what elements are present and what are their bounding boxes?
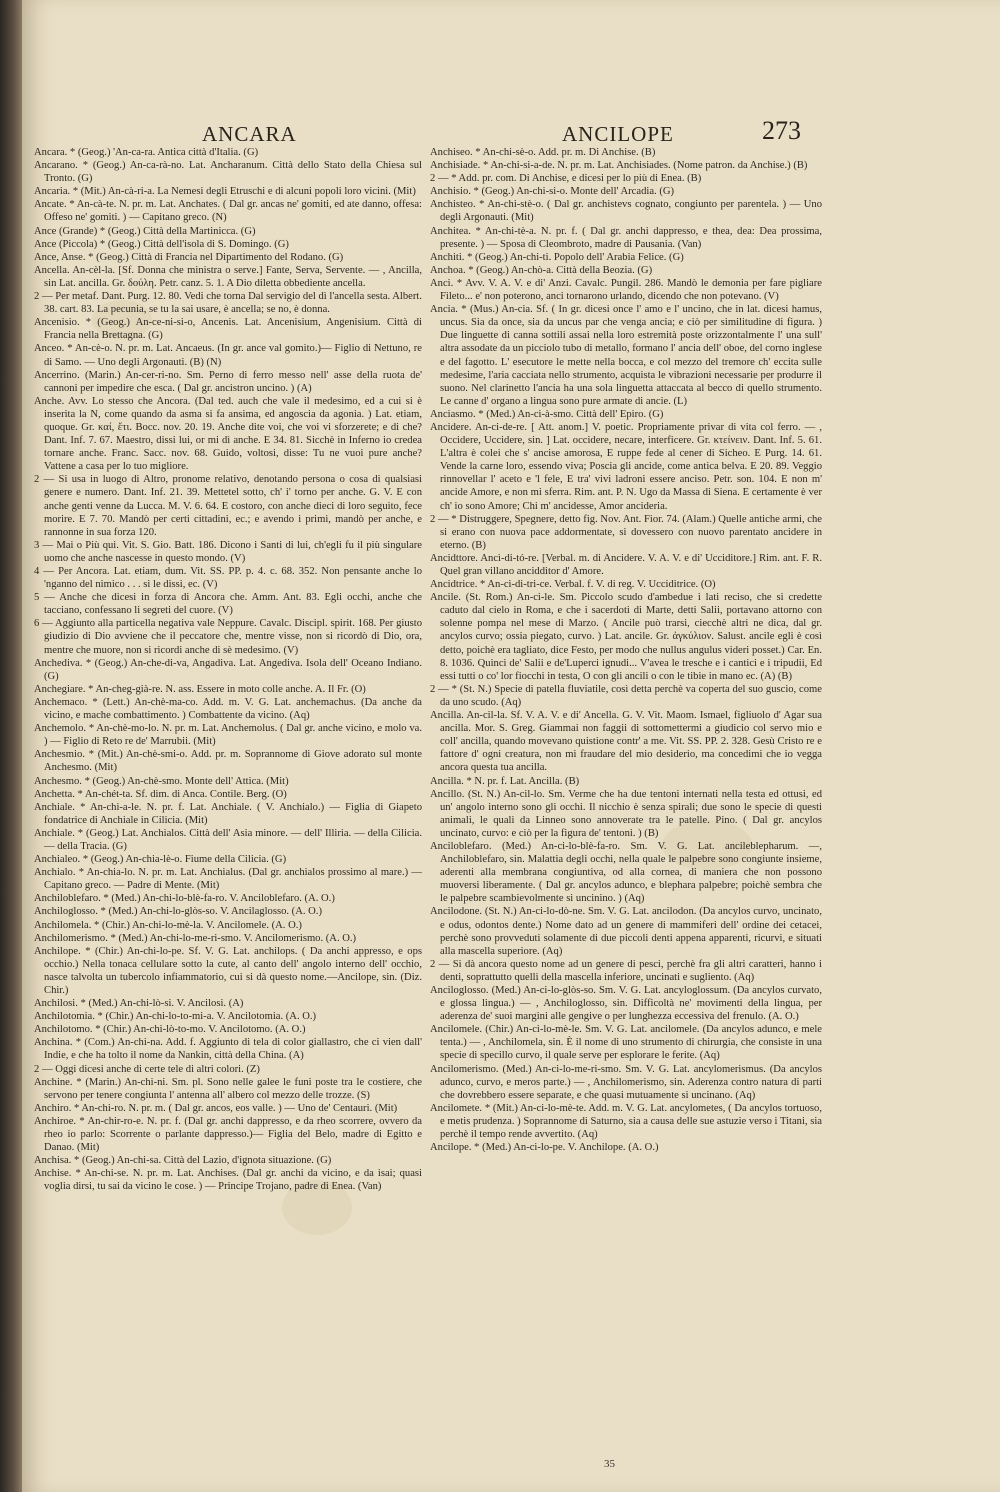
dictionary-entry: Anchesmo. * (Geog.) An-chè-smo. Monte dell' Attica. (Mit) — [34, 775, 289, 787]
dictionary-entry: Ancile. (St. Rom.) An-ci-le. Sm. Piccolo scudo d'ambedue i lati reciso, che si credette caduto dal cielo in Roma, e che i sacerdoti di Marte, detti Salii, portavano attorno con solenne pompa nel mese di Marzo. ( Ancile può trarsi, ciecchè altri ne dica, dal gr. ancylos curvo; ossia piegato, curvo. ) Lat. ancile. Gr. ἀγκύλιον. Salust. ancile egli è così detto, poichè era tagliato, dice Festo, per modo che nullus angulus videri posset.) Car. En. 8. 1036. Quinci de' Salii e de'Luperci ignudi... V'avea le tresche e i cantici e i tripudii, Ed essi tutti o co' lor fiocchi in testa, O con gli ancili o con le tibie in mano ec. (A) (B) — [430, 592, 822, 682]
dictionary-entry: Ancilomerismo. (Med.) An-ci-lo-me-ri-smo. Sm. V. G. Lat. ancylomerismus. (Da ancylos adunco, curvo, e meros parte.) — , Anchilomerismo, sin. Aderenza contro natura di parti che dovrebbero essere separate, e che quasi mutuamente si uncinano. (Aq) — [430, 1063, 822, 1101]
dictionary-entry: Anchoa. * (Geog.) An-chò-a. Città della Beozia. (G) — [430, 264, 653, 276]
dictionary-entry: Ance, Anse. * (Geog.) Città di Francia nel Dipartimento del Rodano. (G) — [34, 251, 344, 263]
dictionary-entry: Anceo. * An-cè-o. N. pr. m. Lat. Ancaeus. (In gr. ance val gomito.)— Figlio di Nettuno, re di Samo. — Uno degli Argonauti. (B) (N) — [34, 343, 422, 368]
dictionary-entry: Anchiti. * (Geog.) An-chi-ti. Popolo dell' Arabia Felice. (G) — [430, 251, 684, 263]
dictionary-entry: Anchisio. * (Geog.) An-chi-si-o. Monte dell' Arcadia. (G) — [430, 186, 675, 198]
dictionary-entry: Anchegiare. * An-cheg-già-re. N. ass. Essere in moto colle anche. A. Il Fr. (O) — [34, 683, 366, 695]
dictionary-entry: Ancaria. * (Mit.) An-cà-ri-a. La Nemesi degli Etruschi e di alcuni popoli loro vicini. (Mit) — [34, 186, 416, 198]
dictionary-page — [22, 0, 1000, 1492]
dictionary-entry: 2 — Per metaf. Dant. Purg. 12. 80. Vedi che torna Dal servigio del dì l'ancella sesta. Albert. 38. cart. 83. La pecunia, se tu la sai usare, è ancella; se no, è donna. — [34, 291, 422, 316]
dictionary-entry: Anchemolo. * An-chè-mo-lo. N. pr. m. Lat. Anchemolus. ( Dal gr. anche vicino, e molo va. ) — Figlio di Reto re de' Marrubii. (Mit) — [34, 723, 422, 748]
dictionary-entry: Ancidere. An-ci-de-re. [ Att. anom.] V. poetic. Propriamente privar di vita col ferro. — , Occidere, Uccidere, sin. ] Lat. occidere, necare, interficere. Gr. κτείνειν. Dant. Inf. 5. 61. L'altra è colei che s' ancise amorosa, E ruppe fede al cener di Sicheo. E Purg. 14. 61. Vende la carne loro, essendo viva; Poscia gli ancide, come antica belva. E 20. 89. Veggio rinnovellar l' aceto e 'l fele, E tra' vivi ladroni essere anciso. Petr. son. 104. E non m' ancide Amore, e non mi sferra. Rim. ant. P. N. Ugo da Massa di Siena. E certamente è ver ch' io sono Amore; Chi m' ancidesse, Amor ancideria. — [430, 421, 822, 512]
dictionary-entry: Ance (Grande) * (Geog.) Città della Martinicca. (G) — [34, 225, 256, 237]
dictionary-entry: Ancara. * (Geog.) 'An-ca-ra. Antica città d'Italia. (G) — [34, 147, 259, 158]
dictionary-entry: Anchilomela. * (Chir.) An-chi-lo-mè-la. V. Ancilomele. (A. O.) — [34, 919, 302, 931]
dictionary-entry: 4 — Per Ancora. Lat. etiam, dum. Vit. SS. PP. p. 4. c. 68. 352. Non pensante anche lo 'nganno del nimico . . . si le dissi, ec. (V) — [34, 566, 422, 591]
dictionary-entry: Ancilope. * (Med.) An-ci-lo-pe. V. Anchilope. (A. O.) — [430, 1142, 659, 1154]
dictionary-entry: Ancidtrice. * An-ci-di-tri-ce. Verbal. f. V. di reg. V. Ucciditrice. (O) — [430, 579, 716, 591]
dictionary-entry: Anchitea. * An-chi-tè-a. N. pr. f. ( Dal gr. anchi dappresso, e thea, dea: Dea prossima, presente. ) — Sposa di Cleombroto, madre di Pausania. (Van) — [430, 225, 822, 250]
dictionary-entry: Ancilla. An-cil-la. Sf. V. A. V. e di' Ancella. G. V. Vit. Maom. Ismael, figliuolo d' Agar sua ancilla. Mor. S. Greg. Giammai non faggii di sottomettermi a giudicio col servo mio e coll' ancilla, quando movevano quistione contr' a me. Vit. SS. PP. 2. 328. Gesù Cristo re e fattore d' ogni creatura, non mi fraudare del mio desiderio, ma concedimi che io vegga ancora questa tua ancilla. — [430, 710, 822, 774]
right-column — [430, 146, 822, 1154]
left-column — [34, 146, 422, 1194]
dictionary-entry: Anchiroe. * An-chir-ro-e. N. pr. f. (Dal gr. anchi dappresso, e da rheo scorrere, ovvero da rheo io parlo: Scorrente o parlante dappresso.)— Figlia del Belo, madre di Egitto e Danao. (Mit) — [34, 1115, 422, 1154]
book-spine — [0, 0, 22, 1492]
dictionary-entry: Anciasmo. * (Med.) An-ci-à-smo. Città dell' Epiro. (G) — [430, 408, 664, 420]
dictionary-entry: Anchisa. * (Geog.) An-chi-sa. Città del Lazio, d'ignota situazione. (G) — [34, 1155, 332, 1167]
dictionary-entry: Anchiale. * (Geog.) Lat. Anchialos. Città dell' Asia minore. — dell' Illiria. — della Cilicia. — della Tracia. (G) — [34, 827, 422, 852]
dictionary-entry: Anchiloblefaro. * (Med.) An-chi-lo-blè-fa-ro. V. Anciloblefaro. (A. O.) — [34, 893, 335, 905]
dictionary-entry: Anchise. * An-chi-se. N. pr. m. Lat. Anchises. (Dal gr. anchi da vicino, e da isai; quasi voglia dirsi, tu sai da vicino le cose. ) — Principe Trojano, padre di Enea. (Van) — [34, 1168, 422, 1193]
dictionary-entry: 2 — * Add. pr. com. Di Anchise, e dicesi per lo più di Enea. (B) — [430, 173, 702, 185]
header-right-title: ANCILOPE — [562, 122, 674, 146]
dictionary-entry: 2 — Si dà ancora questo nome ad un genere di pesci, perchè fra gli altri caratteri, hanno i denti, soprattutto quelli della mascella inferiore, uncinati e sugliento. (Aq) — [430, 958, 822, 983]
dictionary-entry: Anche. Avv. Lo stesso che Ancora. (Dal ted. auch che vale il medesimo, ed a cui si è inserita la N, come quando da asma si fa ansima, ed angoscia da agonia. ) Lat. etiam, quoque. Gr. καί, ἔτι. Bocc. nov. 20. 19. Anche dite voi, che voi vi sforzerete; e di che? Dant. Inf. 7. 67. Maestro, dissi lui, or mi dì anche. E 34. 81. Sicchè in Inferno io credea tornare anche. Franc. Sacc. nov. 68. Guido, voltosi, disse: Tu ne vuoi pure anche? Vattene a casa per lo tuo migliore. — [34, 395, 422, 473]
dictionary-entry: Ancilla. * N. pr. f. Lat. Ancilla. (B) — [430, 775, 580, 787]
dictionary-entry: Ance (Piccola) * (Geog.) Città dell'isola di S. Domingo. (G) — [34, 238, 289, 250]
dictionary-entry: Anchialeo. * (Geog.) An-chia-lè-o. Fiume della Cilicia. (G) — [34, 854, 287, 866]
dictionary-entry: Anchina. * (Com.) An-chi-na. Add. f. Aggiunto di tela di color giallastro, che ci vien dall' Indie, e che ha tolto il nome da Nankin, città della China. (A) — [34, 1037, 422, 1062]
dictionary-entry: Anci. * Avv. V. A. V. e di' Anzi. Cavalc. Pungil. 286. Mandò le demonia per fare pigliare Fileto... e' non poterono, anci tornarono urlando, dicendo che non potevano. (V) — [430, 277, 822, 303]
signature-mark: 35 — [604, 1458, 615, 1470]
dictionary-entry: Ancilomele. (Chir.) An-ci-lo-mè-le. Sm. V. G. Lat. ancilomele. (Da ancylos adunco, e mele tenta.) — , Anchilomela, sin. È il nome di uno strumento di chirurgia, che consiste in una specie di specillo curvo, il quale serve per esplorare le ferite. (Aq) — [430, 1024, 822, 1062]
dictionary-entry: Anchilotomia. * (Chir.) An-chi-lo-to-mi-a. V. Ancilotomia. (A. O.) — [34, 1011, 317, 1023]
dictionary-entry: Ancerrino. (Marin.) An-cer-ri-no. Sm. Perno di ferro messo nell' asse della ruota de' cannoni per impedire che esca. ( Dal gr. ancistron uncino. ) (A) — [34, 369, 422, 394]
dictionary-entry: Anchesmio. * (Mit.) An-chè-smi-o. Add. pr. m. Soprannome di Giove adorato sul monte Anchesmo. (Mit) — [34, 749, 422, 774]
dictionary-entry: Anciloblefaro. (Med.) An-ci-lo-blè-fa-ro. Sm. V. G. Lat. ancileblepharum. —, Anchiloblefaro, sin. Malattia degli occhi, nella quale le palpebre sono congiunte insieme, aderenti alla membrana congiuntiva, od alla cornea, di maniera che non possono muoversi liberamente. ( Dal gr. ancylos adunco, e blephara palpebre; poichè sembra che le palpebre scambievolmente si uncinino. ) (Aq) — [430, 840, 822, 905]
dictionary-entry: Ancenisio. * (Geog.) An-ce-ni-si-o, Ancenis. Lat. Ancenisium, Angenisium. Città di Francia nella Brettagna. (G) — [34, 317, 422, 342]
dictionary-entry: Ancidttore. Ancì-di-tó-re. [Verbal. m. di Ancidere. V. A. V. e di' Ucciditore.] Rim. ant. F. R. Quel gran villano ancidditor d' Amore. — [430, 552, 822, 577]
dictionary-entry: Anchiale. * An-chi-a-le. N. pr. f. Lat. Anchiale. ( V. Anchialo.) — Figlia di Giapeto fondatrice di Anchiale in Cilicia. (Mit) — [34, 801, 422, 826]
dictionary-entry: Anchialo. * An-chia-lo. N. pr. m. Lat. Anchialus. (Dal gr. anchialos prossimo al mare.) — Capitano greco. — Padre di Mente. (Mit) — [34, 867, 422, 892]
dictionary-entry: 2 — Si usa in luogo di Altro, pronome relativo, denotando persona o cosa di qualsiasi genere e numero. Dant. Inf. 21. 39. Mettetel sotto, ch' i' torno per anche. G. V. E con anche genti venne da Lucca. M. V. 6. 64. E costoro, con anche dieci di loro seguito, fece morire. E 7. 70. Mandò per certi cittadini, ec.; e avendo i primi, mandò per anche, e rannonne in sua forza 120. — [34, 474, 422, 538]
dictionary-entry: Anchilope. * (Chir.) An-chi-lo-pe. Sf. V. G. Lat. anchilops. ( Da anchi appresso, e ops occhio.) Nella tonaca cellulare sotto la cute, al canto dell' angolo interno dell' occhio, nasce talvolta un tubercolo infiammatorio, cui si dà questo nome.—Ancilope, sin. (Diz. Chir.) — [34, 945, 422, 996]
dictionary-entry: Anchediva. * (Geog.) An-che-di-va, Angadiva. Lat. Angediva. Isola dell' Oceano Indiano. (G) — [34, 657, 422, 682]
dictionary-entry: Anchilosi. * (Med.) An-chi-lò-si. V. Ancilosi. (A) — [34, 998, 244, 1010]
dictionary-entry: Ancilomete. * (Mit.) An-ci-lo-mè-te. Add. m. V. G. Lat. ancylometes, ( Da ancylos tortuoso, e metis prudenza. ) Soprannome di Saturno, sia a causa delle sue astuzie verso i Titani, sia perchè il tempo rende avvertito. (Aq) — [430, 1102, 822, 1141]
dictionary-entry: Ancilodone. (St. N.) An-ci-lo-dò-ne. Sm. V. G. Lat. ancilodon. (Da ancylos curvo, uncinato, e odus, odontos dente.) Nome dato ad un genere di mammiferi dell' ordine dei cetacei, perchè sono provveduti solamente di due piccoli denti appena apparenti, ricurvi, e situati alla mascella superiore. (Aq) — [430, 906, 822, 957]
dictionary-entry: Ancillo. (St. N.) An-cil-lo. Sm. Verme che ha due tentoni internati nella testa ed ottusi, ed un' angolo interno sono gli occhi. Il nicchio è senza spirali; due sono le specie di questi animali, le quali da Linneo sono annoverate tra le patelle. Pino. ( Dal gr. ancylos uncinato, curvo: e ciò per la figura de' tentoni. ) (B) — [430, 788, 822, 839]
dictionary-entry: 2 — * Distruggere, Spegnere, detto fig. Nov. Ant. Fior. 74. (Alam.) Quelle antiche armi, che si erano con nuova pace addormentate, si dovessero con nuovo parentato ancidere in eterno. (B) — [430, 513, 822, 551]
dictionary-entry: Anchisteo. * An-chi-stè-o. ( Dal gr. anchistevs cognato, congiunto per parentela. ) — Uno degli Argonauti. (Mit) — [430, 199, 822, 224]
dictionary-entry: Anchiseo. * An-chi-sè-o. Add. pr. m. Di Anchise. (B) — [430, 147, 656, 158]
dictionary-entry: Ancate. * An-cà-te. N. pr. m. Lat. Anchates. ( Dal gr. ancas ne' gomiti, ed ate danno, offesa: Offeso ne' gomiti. ) — Capitano greco. (N) — [34, 199, 422, 224]
dictionary-entry: Anchemaco. * (Lett.) An-chè-ma-co. Add. m. V. G. Lat. anchemachus. (Da anche da vicino, e mache combattimento. ) Combattente da vicino. (Aq) — [34, 696, 422, 722]
dictionary-entry: Anchine. * (Marin.) An-chi-ni. Sm. pl. Sono nelle galee le funi poste tra le costiere, che servono per tenere congiunta l' antenna all' albero col mezzo delle trozze. (S) — [34, 1076, 422, 1101]
dictionary-entry: 3 — Mai o Più qui. Vit. S. Gio. Batt. 186. Dicono i Santi di lui, ch'egli fu il più singulare uomo che anche nascesse in questo mondo. (V) — [34, 539, 422, 564]
dictionary-entry: Ancia. * (Mus.) An-cia. Sf. ( In gr. dicesi once l' amo e l' uncino, che in lat. dicesi hamus, uncus. Sia da once, sia da uncus par che venga ancia; e ciò per similitudine di figura. ) Due linguette di canna sottili assai nella loro estremità poste orizzontalmente l' una sull' altra assodate da un picciolo tubo di metallo, formano l' ancia dell' oboe, del corno inglese e del fagotto. L' esecutore le mette nella bocca, e col mezzo del tremore ch' eccita sulle medesime, l'aria cacciata nello strumento, acquista le vibrazioni necessarie per produrre il suono. Nel clarinetto l'ancia ha una sola linguetta attaccata al becco di quello strumento. Le canne d' organo a lingua sono pure armate di ancie. (L) — [430, 304, 822, 407]
header-left-title: ANCARA — [202, 122, 297, 146]
dictionary-entry: 5 — Anche che dicesi in forza di Ancora che. Amm. Ant. 83. Egli occhi, anche che tacciano, confessano li segreti del cuore. (V) — [34, 592, 422, 617]
dictionary-entry: Ancella. An-cèl-la. [Sf. Donna che ministra o serve.] Fante, Serva, Servente. — , Ancilla, sin Lat. ancilla. Gr. δούλη. Petr. canz. 5. 1. A Dio diletta obbediente ancella. — [34, 264, 422, 289]
dictionary-entry: Anchiloglosso. * (Med.) An-chi-lo-glòs-so. V. Ancilaglosso. (A. O.) — [34, 906, 322, 918]
dictionary-entry: 6 — Aggiunto alla particella negativa vale Neppure. Cavalc. Discipl. spirit. 168. Per giusto giudizio di Dio avviene che il peccatore che, mentre visse, non si ricordò di Dio, ora, mentre che muore, non si ricordi anche di sè medesimo. (V) — [34, 618, 422, 656]
dictionary-entry: Ancarano. * (Geog.) An-ca-rà-no. Lat. Ancharanum. Città dello Stato della Chiesa sul Tronto. (G) — [34, 160, 422, 185]
dictionary-entry: Anchilotomo. * (Chir.) An-chi-lò-to-mo. V. Ancilotomo. (A. O.) — [34, 1024, 306, 1036]
dictionary-entry: Anchilomerismo. * (Med.) An-chi-lo-me-ri-smo. V. Ancilomerismo. (A. O.) — [34, 932, 357, 944]
dictionary-entry: 2 — * (St. N.) Specie di patella fluviatile, così detta perchè va coperta del suo guscio, come da uno scudo. (Aq) — [430, 683, 822, 708]
dictionary-entry: Anchisiade. * An-chi-si-a-de. N. pr. m. Lat. Anchisiades. (Nome patron. da Anchise.) (B) — [430, 160, 808, 172]
page-number: 273 — [762, 116, 801, 145]
dictionary-entry: Anchetta. * An-chét-ta. Sf. dim. di Anca. Contile. Berg. (O) — [34, 788, 287, 800]
dictionary-entry: Anchiro. * An-chi-ro. N. pr. m. ( Dal gr. ancos, eos valle. ) — Uno de' Centauri. (Mit) — [34, 1102, 398, 1114]
dictionary-entry: Anciloglosso. (Med.) An-ci-lo-glòs-so. Sm. V. G. Lat. ancyloglossum. (Da ancylos curvato, e glossa lingua.) — , Anchiloglosso, sin. Difficoltà ne' movimenti della lingua, per aderenza de' suoi margini alle gengive o per lunghezza eccessiva del frenulo. (A. O.) — [430, 985, 822, 1023]
dictionary-entry: 2 — Oggi dicesi anche di certe tele di altri colori. (Z) — [34, 1063, 260, 1075]
